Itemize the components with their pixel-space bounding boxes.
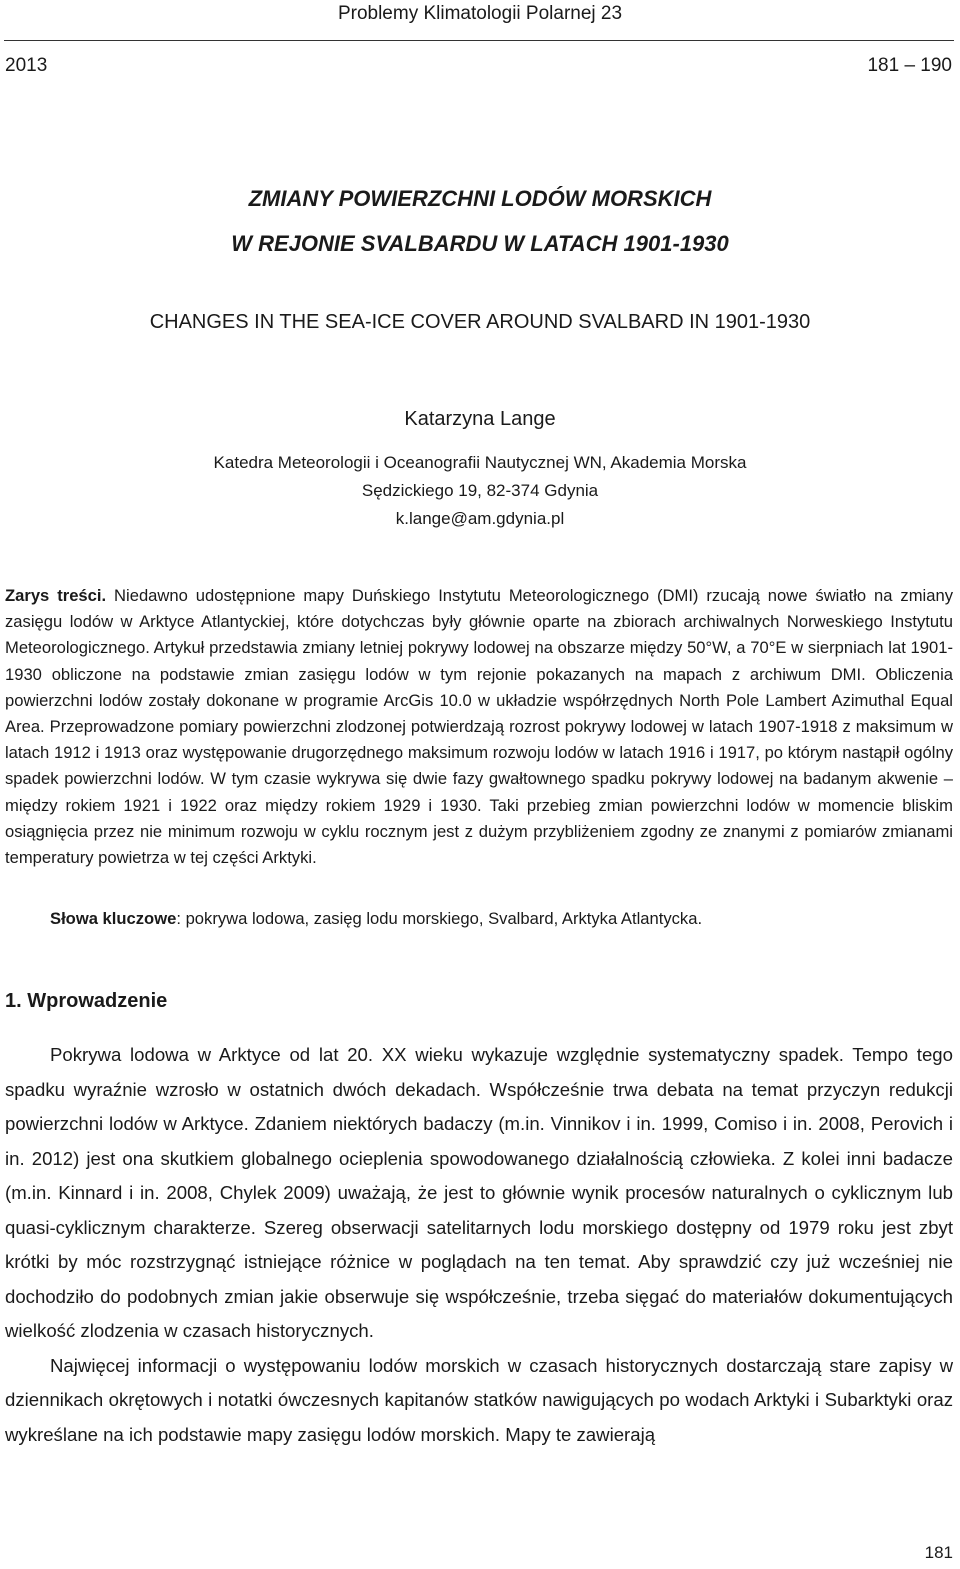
author-affiliation: Katedra Meteorologii i Oceanografii Nautycznej WN, Akademia Morska <box>213 453 747 472</box>
abstract <box>5 583 953 871</box>
title-polish-line1: ZMIANY POWIERZCHNI LODÓW MORSKICH <box>248 186 712 211</box>
author-email: k.lange@am.gdynia.pl <box>395 509 565 528</box>
keywords <box>50 906 950 932</box>
section-heading: 1. Wprowadzenie <box>5 990 168 1012</box>
keywords-text: : pokrywa lodowa, zasięg lodu morskiego, Svalbard, Arktyka Atlantycka. <box>176 909 703 928</box>
paragraph: Pokrywa lodowa w Arktyce od lat 20. XX wieku wykazuje względnie systematyczny spadek. Tempo tego spadku wyraźnie wzrosło w ostatnich dwóch dekadach. Współcześnie trwa debata na temat przyczyn redukcji powierzchni lodów w Arktyce. Zdaniem niektórych badaczy (m.in. Vinnikov i in. 1999, Comiso i in. 2008, Perovich i in. 2012) jest ona skutkiem globalnego ocieplenia spowodowanego działalnością człowieka. Z kolei inni badacze (m.in. Kinnard i in. 2008, Chylek 2009) uważają, że jest to głównie wynik procesów naturalnych o cyklicznym lub quasi-cyklicznym charakterze. Szereg obserwacji satelitarnych lodu morskiego dostępny od 1979 roku jest zbyt krótki by móc rozstrzygnąć istniejące różnice w poglądach na ten temat. Aby sprawdzić czy już wcześniej nie dochodziło do podobnych zmian jakie obserwuje się współcześnie, trzeba sięgać do materiałów dokumentujących wielkość zlodzenia w czasach historycznych. <box>5 1044 953 1341</box>
journal-title: Problemy Klimatologii Polarnej 23 <box>337 3 623 24</box>
author-address: Sędzickiego 19, 82-374 Gdynia <box>361 481 599 500</box>
author-name: Katarzyna Lange <box>404 408 556 430</box>
title-polish-line2: W REJONIE SVALBARDU W LATACH 1901-1930 <box>231 231 729 256</box>
abstract-text: Niedawno udostępnione mapy Duńskiego Instytutu Meteorologicznego (DMI) rzucają nowe światło na zmiany zasięgu lodów w Arktyce Atlantyckiej, które dotychczas były głównie oparte na zbiorach archiwalnych Norweskiego Instytutu Meteorologicznego. Artykuł przedstawia zmiany letniej pokrywy lodowej na obszarze między 50°W, a 70°E w sierpniach lat 1901-1930 obliczone na podstawie zmian zasięgu lodów w tym rejonie pokazanych na mapach z archiwum DMI. Obliczenia powierzchni lodów zostały dokonane w programie ArcGis 10.0 w układzie współrzędnych North Pole Lambert Azimuthal Equal Area. Przeprowadzone pomiary powierzchni zlodzonej potwierdzają rozrost pokrywy lodowej w latach 1907-1918 z maksimum w latach 1912 i 1913 oraz występowanie drugorzędnego maksimum rozwoju lodów w latach 1916 i 1917, po którym nastąpił ogólny spadek powierzchni lodów. W tym czasie wykrywa się dwie fazy gwałtownego spadku pokrywy lodowej na badanym akwenie – między rokiem 1921 i 1922 oraz między rokiem 1929 i 1930. Taki przebieg zmian powierzchni lodów w momencie bliskim osiągnięcia przez nie minimum rozwoju w cyklu rocznym jest z dużym przybliżeniem zgodny ze znanymi z pomiarów zmianami temperatury powietrza w tej części Arktyki. <box>5 586 953 868</box>
paragraph: Najwięcej informacji o występowaniu lodów morskich w czasach historycznych dostarczają stare zapisy w dziennikach okrętowych i notatki ówczesnych kapitanów statków nawigujących po wodach Arktyki i Subarktyki oraz wykreślane na ich podstawie mapy zasięgu lodów morskich. Mapy te zawierają <box>5 1354 953 1445</box>
header-rule <box>4 40 954 41</box>
keywords-label: Słowa kluczowe <box>50 909 177 928</box>
section-body <box>5 1038 953 1452</box>
page-number: 181 <box>924 1543 953 1562</box>
abstract-label: Zarys treści. <box>5 586 107 605</box>
page-range: 181 – 190 <box>867 55 952 76</box>
title-english: CHANGES IN THE SEA-ICE COVER AROUND SVALBARD IN 1901-1930 <box>149 311 811 333</box>
publication-year: 2013 <box>5 55 48 76</box>
